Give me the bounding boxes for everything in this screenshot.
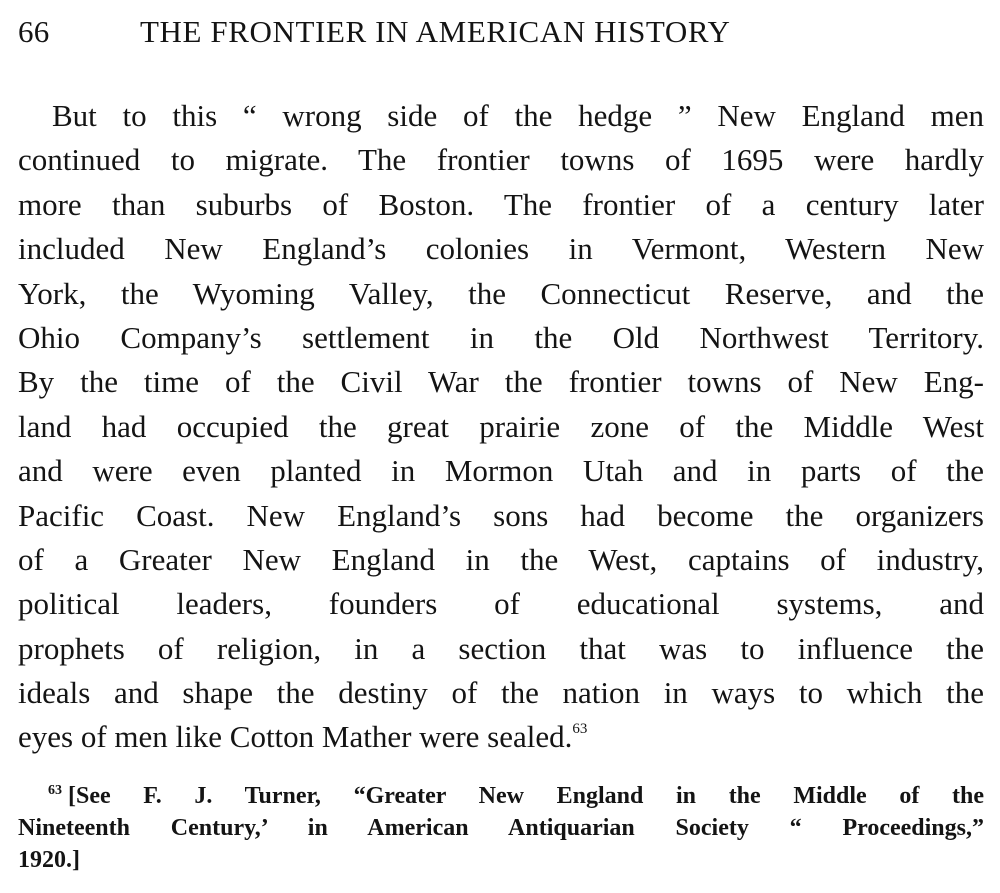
text-line: Ohio Company’s settlement in the Old Northwest Territory. [18,319,984,355]
footnote-line [18,780,984,812]
page-number: 66 [18,14,50,49]
footnote-text: [See F. J. Turner, “Greater New England in the Middle of the [68,783,984,809]
body-paragraph [18,94,984,760]
text-line: By the time of the Civil War the frontier towns of New Eng- [18,364,984,400]
text-line: political leaders, founders of educational systems, and [18,586,984,622]
text-line: But to this “ wrong side of the hedge ” New England men [52,98,984,133]
footnote-reference[interactable]: 63 [572,721,588,738]
text-line: ideals and shape the destiny of the nation in ways to which the [18,675,984,711]
text-line: land had occupied the great prairie zone of the Middle West [18,408,984,444]
footnote-line: 1920.] [18,847,80,873]
text-line: continued to migrate. The frontier towns of 1695 were hardly [18,142,984,178]
text-line: Pacific Coast. New England’s sons had become the organizers [18,497,984,533]
footnote [18,780,984,876]
text-line: and were even planted in Mormon Utah and in parts of the [18,453,984,489]
book-page [18,0,984,893]
text-line: included New England’s colonies in Vermont, Western New [18,231,984,267]
footnote-line: Nineteenth Century,’ in American Antiquarian Society “ Proceedings,” [18,815,984,841]
running-title: THE FRONTIER IN AMERICAN HISTORY [140,14,731,49]
text-line: of a Greater New England in the West, captains of industry, [18,541,984,577]
text-line: eyes of men like Cotton Mather were sealed. [18,719,573,755]
text-line: prophets of religion, in a section that was to influence the [18,630,984,666]
running-head [18,10,984,54]
text-line: more than suburbs of Boston. The frontier of a century later [18,186,984,222]
text-line-last [18,715,984,759]
text-line: York, the Wyoming Valley, the Connecticut Reserve, and the [18,275,984,311]
footnote-marker: 63 [48,783,62,798]
